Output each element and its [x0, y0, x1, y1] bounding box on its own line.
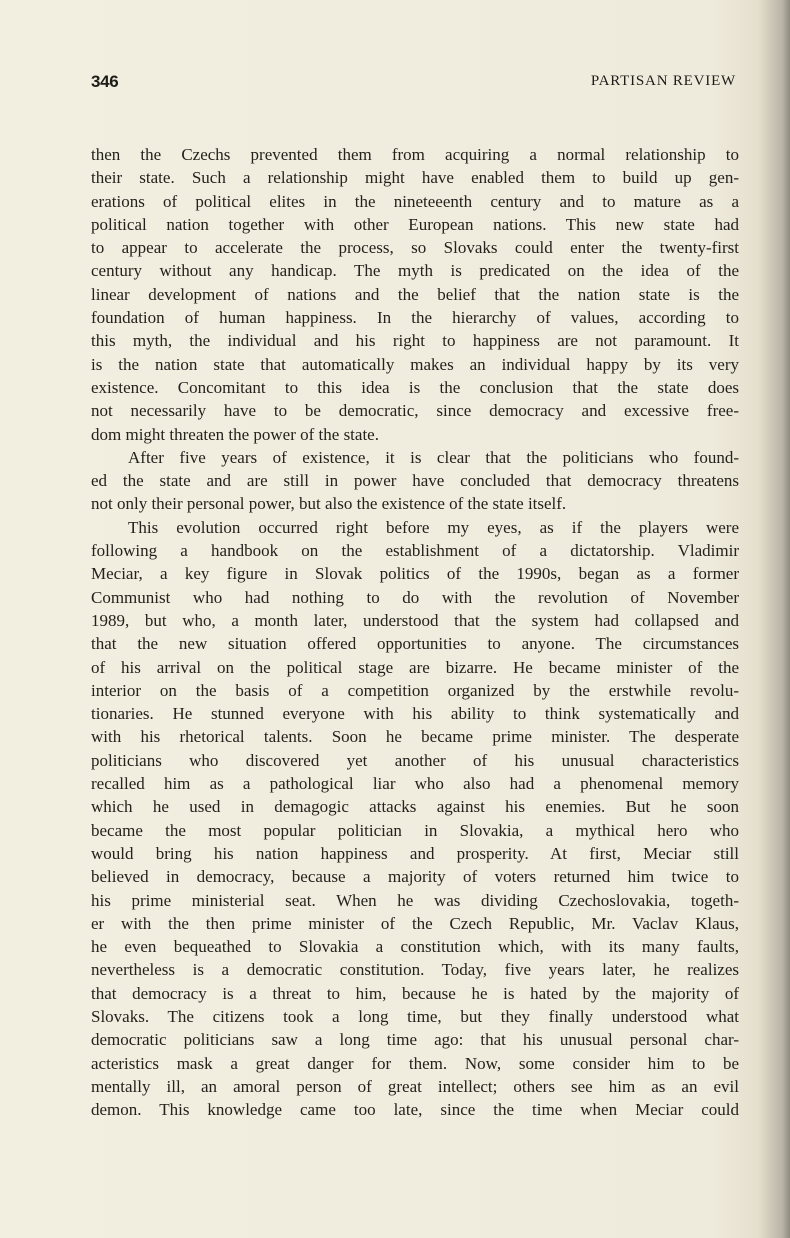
text-line: interior on the basis of a competition organized by the erstwhile revolu-: [91, 680, 739, 700]
text-line: that democracy is a threat to him, because he is hated by the majority of: [91, 983, 739, 1003]
text-line: which he used in demagogic attacks against his enemies. But he soon: [91, 797, 739, 817]
text-line: mentally ill, an amoral person of great intellect; others see him as an evil: [91, 1076, 739, 1096]
text-line: following a handbook on the establishment of a dictatorship. Vladimir: [91, 541, 739, 561]
text-line: is the nation state that automatically makes an individual happy by its very: [91, 354, 739, 374]
text-line: with his rhetorical talents. Soon he became prime minister. The desperate: [91, 727, 739, 747]
text-line: recalled him as a pathological liar who also had a phenomenal memory: [91, 774, 739, 794]
text-line: linear development of nations and the belief that the nation state is the: [91, 284, 739, 304]
text-line: to appear to accelerate the process, so Slovaks could enter the twenty-first: [91, 238, 739, 258]
page-header: [91, 72, 736, 94]
text-line: foundation of human happiness. In the hierarchy of values, according to: [91, 308, 739, 328]
text-line: tionaries. He stunned everyone with his ability to think systematically and: [91, 704, 739, 724]
text-line: existence. Concomitant to this idea is the conclusion that the state does: [91, 377, 739, 397]
text-line: he even bequeathed to Slovakia a constitution which, with its many faults,: [91, 937, 739, 957]
text-line: Meciar, a key figure in Slovak politics of the 1990s, began as a former: [91, 564, 739, 584]
text-line: dom might threaten the power of the state.: [91, 424, 379, 444]
text-line: acteristics mask a great danger for them. Now, some consider him to be: [91, 1053, 739, 1073]
text-line: then the Czechs prevented them from acquiring a normal relationship to: [91, 145, 739, 164]
text-line: this myth, the individual and his right to happiness are not paramount. It: [91, 331, 739, 351]
text-line: er with the then prime minister of the Czech Republic, Mr. Vaclav Klaus,: [91, 913, 739, 933]
text-line: believed in democracy, because a majority of voters returned him twice to: [91, 867, 739, 887]
text-line: that the new situation offered opportunities to anyone. The circumstances: [91, 634, 739, 654]
text-line: After five years of existence, it is clear that the politicians who found-: [128, 447, 739, 467]
text-line: Slovaks. The citizens took a long time, but they finally understood what: [91, 1006, 739, 1026]
text-line: not only their personal power, but also the existence of the state itself.: [91, 494, 567, 514]
text-line: century without any handicap. The myth is predicated on the idea of the: [91, 261, 739, 281]
body-text: [91, 143, 739, 1121]
text-line: Communist who had nothing to do with the revolution of November: [91, 587, 739, 607]
text-line: of his arrival on the political stage are bizarre. He became minister of the: [91, 657, 739, 677]
text-line: politicians who discovered yet another of his unusual characteristics: [91, 750, 739, 770]
text-line: political nation together with other European nations. This new state had: [91, 214, 739, 234]
text-line: ed the state and are still in power have concluded that democracy threatens: [91, 471, 739, 491]
text-line: not necessarily have to be democratic, since democracy and excessive free-: [91, 401, 739, 421]
text-line: democratic politicians saw a long time ago: that his unusual personal char-: [91, 1030, 739, 1050]
text-line: became the most popular politician in Slovakia, a mythical hero who: [91, 820, 739, 840]
text-line: would bring his nation happiness and prosperity. At first, Meciar still: [91, 843, 739, 863]
text-line: their state. Such a relationship might have enabled them to build up gen-: [91, 168, 739, 188]
text-line: nevertheless is a democratic constitution. Today, five years later, he realizes: [91, 960, 739, 980]
text-line: 1989, but who, a month later, understood that the system had collapsed and: [91, 610, 739, 630]
text-line: erations of political elites in the nineteeenth century and to mature as a: [91, 191, 739, 211]
text-line: demon. This knowledge came too late, since the time when Meciar could: [91, 1100, 739, 1120]
page-number: 346: [91, 72, 119, 91]
running-head: PARTISAN REVIEW: [590, 73, 736, 89]
text-line: This evolution occurred right before my eyes, as if the players were: [128, 517, 739, 537]
text-line: his prime ministerial seat. When he was dividing Czechoslovakia, togeth-: [91, 890, 739, 910]
